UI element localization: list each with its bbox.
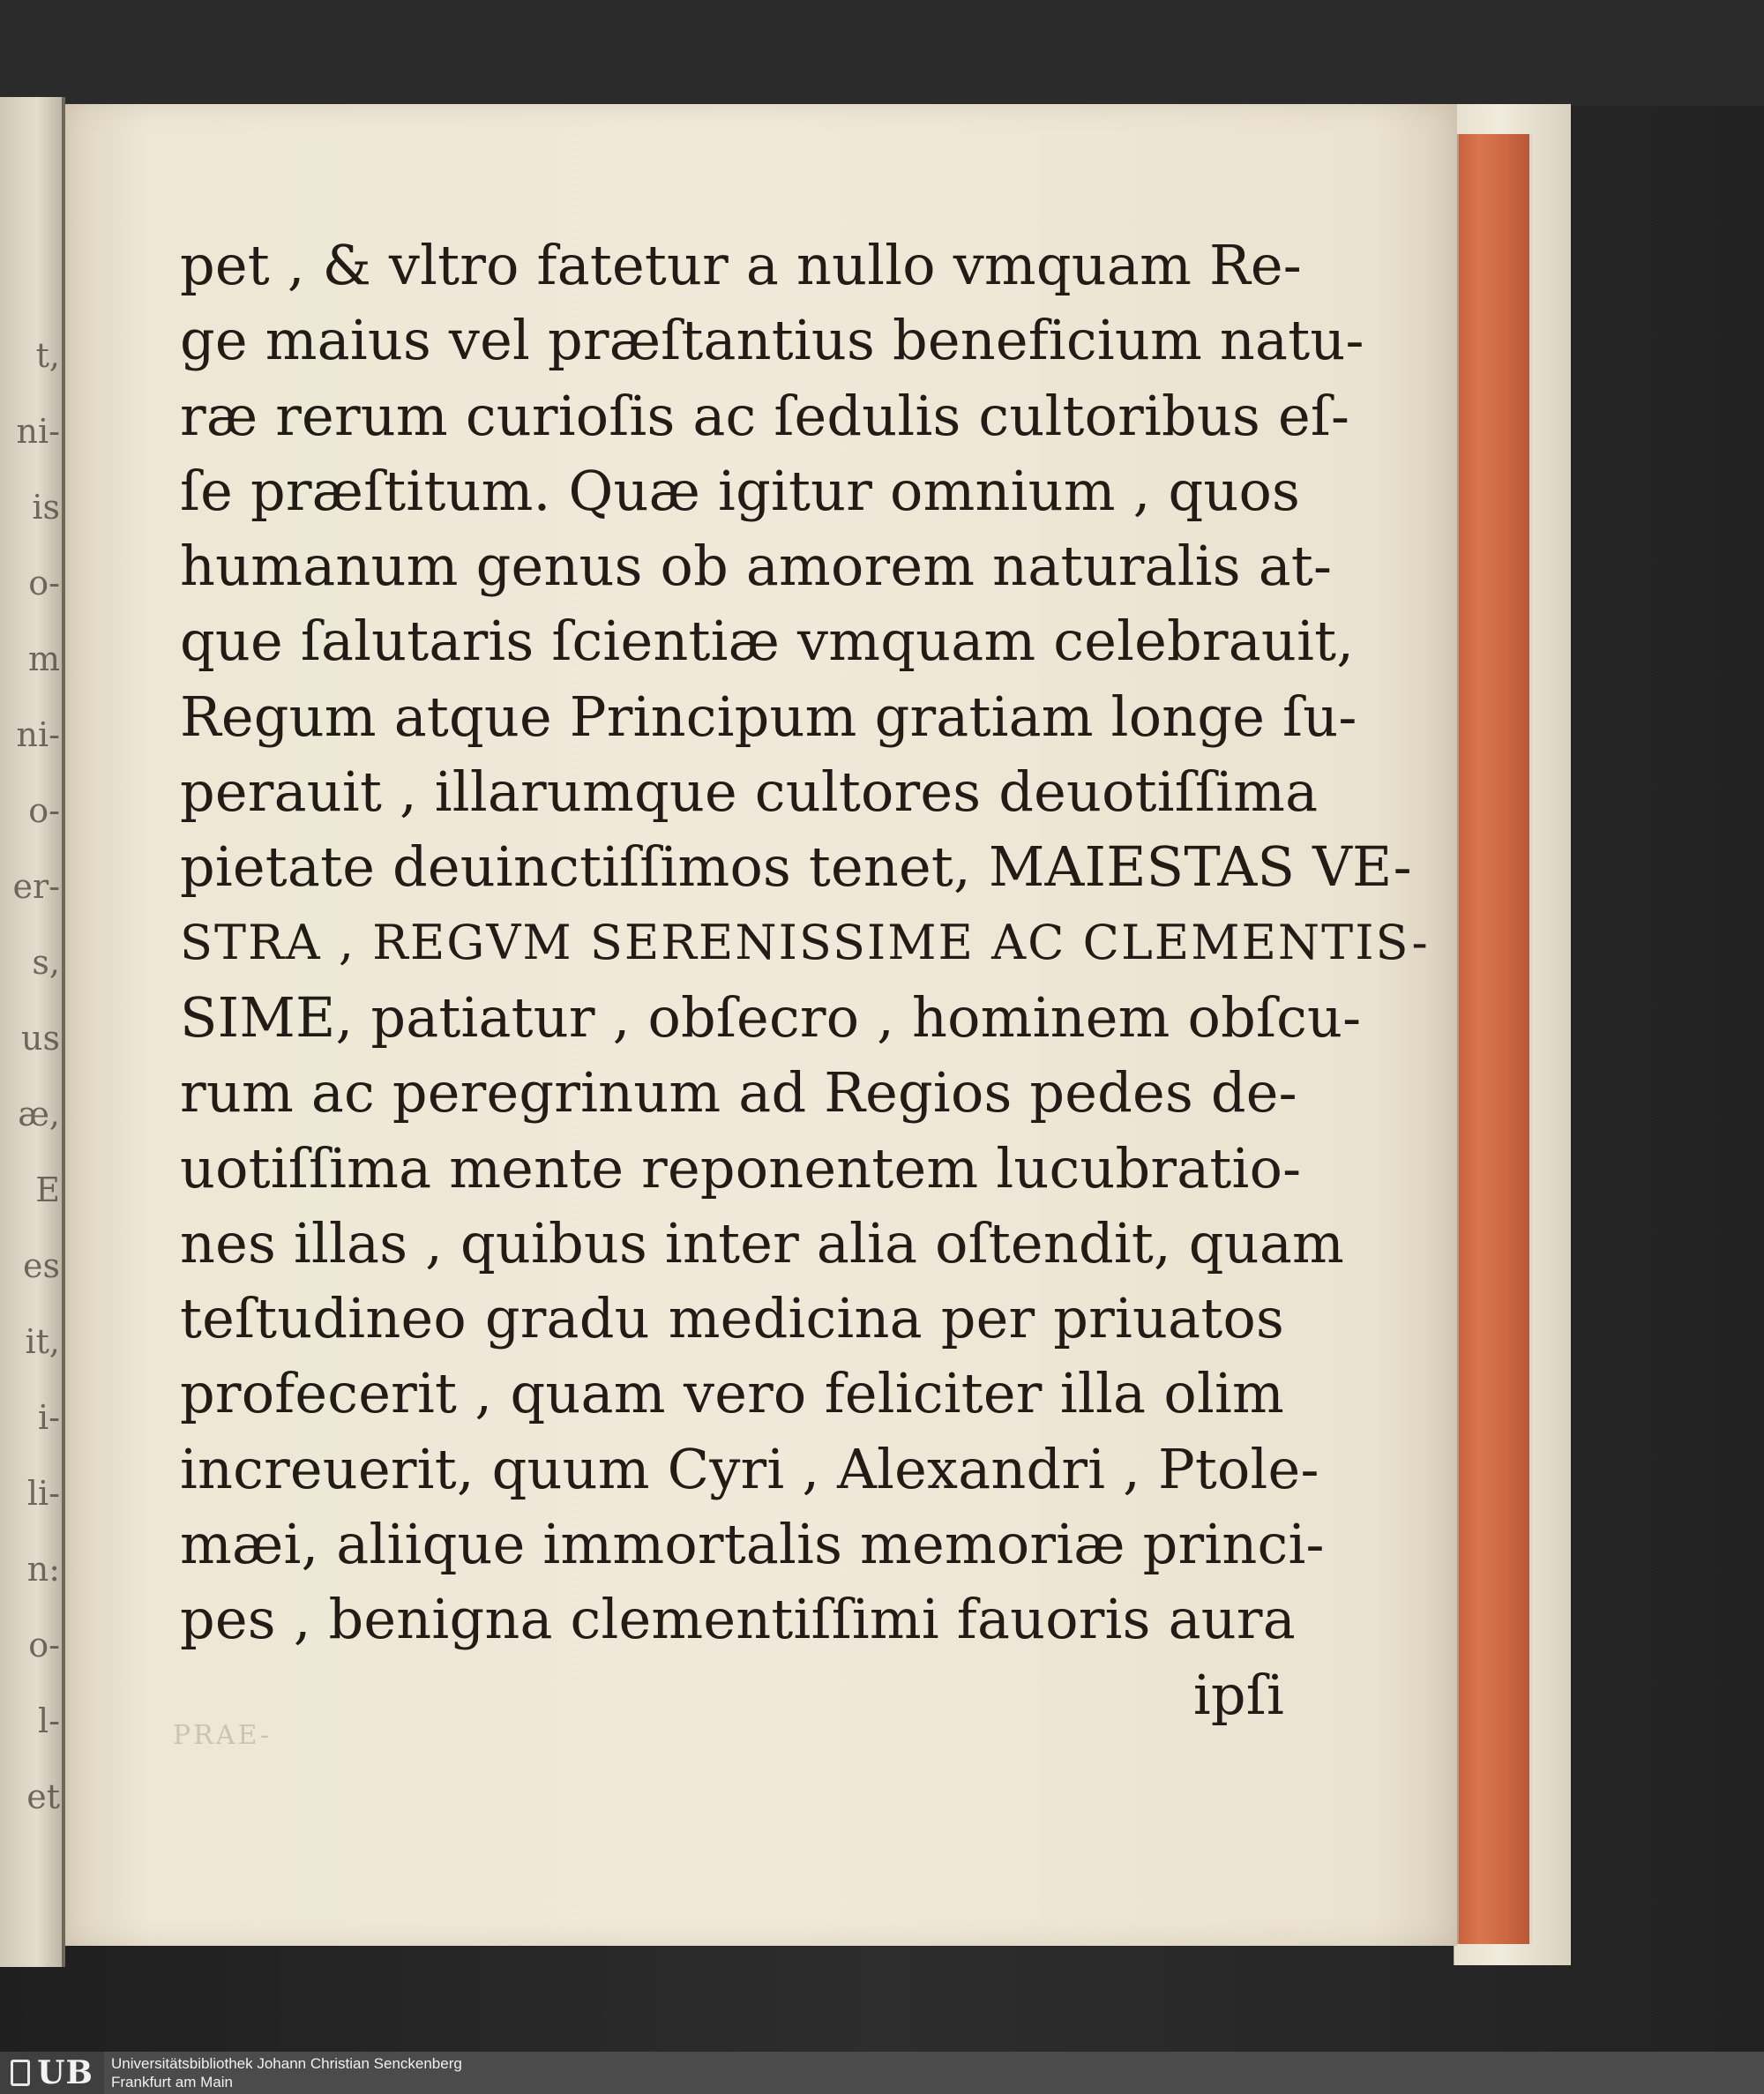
fragment: E (35, 1170, 60, 1209)
fragment: er- (12, 867, 60, 906)
fragment: et (26, 1777, 60, 1816)
text-line: profecerit , quam vero feliciter illa olim (180, 1361, 1284, 1426)
bleed-through-text: PRAE- (173, 1720, 273, 1751)
text-line-small-caps: STRA , REGVM SERENISSIME AC CLEMENTIS- (180, 914, 1430, 970)
facing-page-edge (0, 97, 64, 1967)
text-line: teſtudineo gradu medicina per priuatos (180, 1286, 1284, 1351)
text-line: SIME, patiatur , obſecro , hominem obſcu- (180, 984, 1362, 1050)
fragment: o- (28, 564, 60, 602)
fragment: l- (38, 1701, 60, 1740)
scan-background (0, 0, 1764, 106)
text-line: rum ac peregrinum ad Regios pedes de- (180, 1060, 1297, 1126)
fragment: us (21, 1019, 60, 1058)
page-body-text (180, 228, 1430, 1732)
fragment: m (27, 639, 60, 678)
fragment: li- (26, 1474, 60, 1513)
facing-page-text-fragments (2, 318, 60, 1835)
fragment: it, (25, 1322, 60, 1361)
fragment: ni- (16, 715, 60, 754)
text-line: increuerit, quum Cyri , Alexandri , Ptole- (180, 1436, 1319, 1501)
text-line: ræ rerum curioſis ac ſedulis cultoribus eſ- (180, 383, 1350, 448)
fragment: i- (38, 1398, 60, 1437)
text-line: pet , & vltro fatetur a nullo vmquam Re- (180, 233, 1302, 297)
text-line: perauit , illarumque cultores deuotiſſima (180, 759, 1319, 825)
library-city: Frankfurt am Main (111, 2074, 233, 2090)
fragment: es (23, 1246, 60, 1285)
fragment: ni- (16, 412, 60, 451)
text-line: nes illas , quibus inter alia oſtendit, quam (180, 1210, 1344, 1275)
library-credit (111, 2054, 462, 2091)
text-line: pes , benigna clementiſſimi fauoris aura (180, 1587, 1296, 1652)
logo-text: UB (37, 2054, 93, 2091)
fragment: s, (32, 943, 60, 982)
library-name: Universitätsbibliothek Johann Christian Senckenberg (111, 2055, 462, 2072)
text-line: Regum atque Principum gratiam longe ſu- (180, 684, 1357, 749)
fragment: n: (26, 1550, 60, 1589)
text-line: uotiſſima mente reponentem lucubratio- (180, 1135, 1302, 1200)
text-line: ſe præſtitum. Quæ igitur omnium , quos (180, 458, 1301, 523)
fragment: æ, (18, 1095, 60, 1133)
fragment: is (32, 488, 60, 527)
text-line: mæi, aliique immortalis memoriæ princi- (180, 1512, 1325, 1577)
book-icon (11, 2060, 30, 2086)
fragment: o- (28, 791, 60, 830)
library-logo (0, 2052, 104, 2094)
fragment: o- (28, 1626, 60, 1664)
red-page-edge (1457, 134, 1532, 1944)
text-line: humanum genus ob amorem naturalis at- (180, 534, 1333, 599)
fragment: t, (35, 336, 60, 375)
text-line: que ſalutaris ſcientiæ vmquam celebrauit, (180, 609, 1355, 674)
catchword: ipſi (1192, 1662, 1284, 1727)
text-line: pietate deuinctiſſimos tenet, MAIESTAS VE- (180, 834, 1412, 900)
text-line: ge maius vel præſtantius beneficium natu- (180, 308, 1364, 373)
